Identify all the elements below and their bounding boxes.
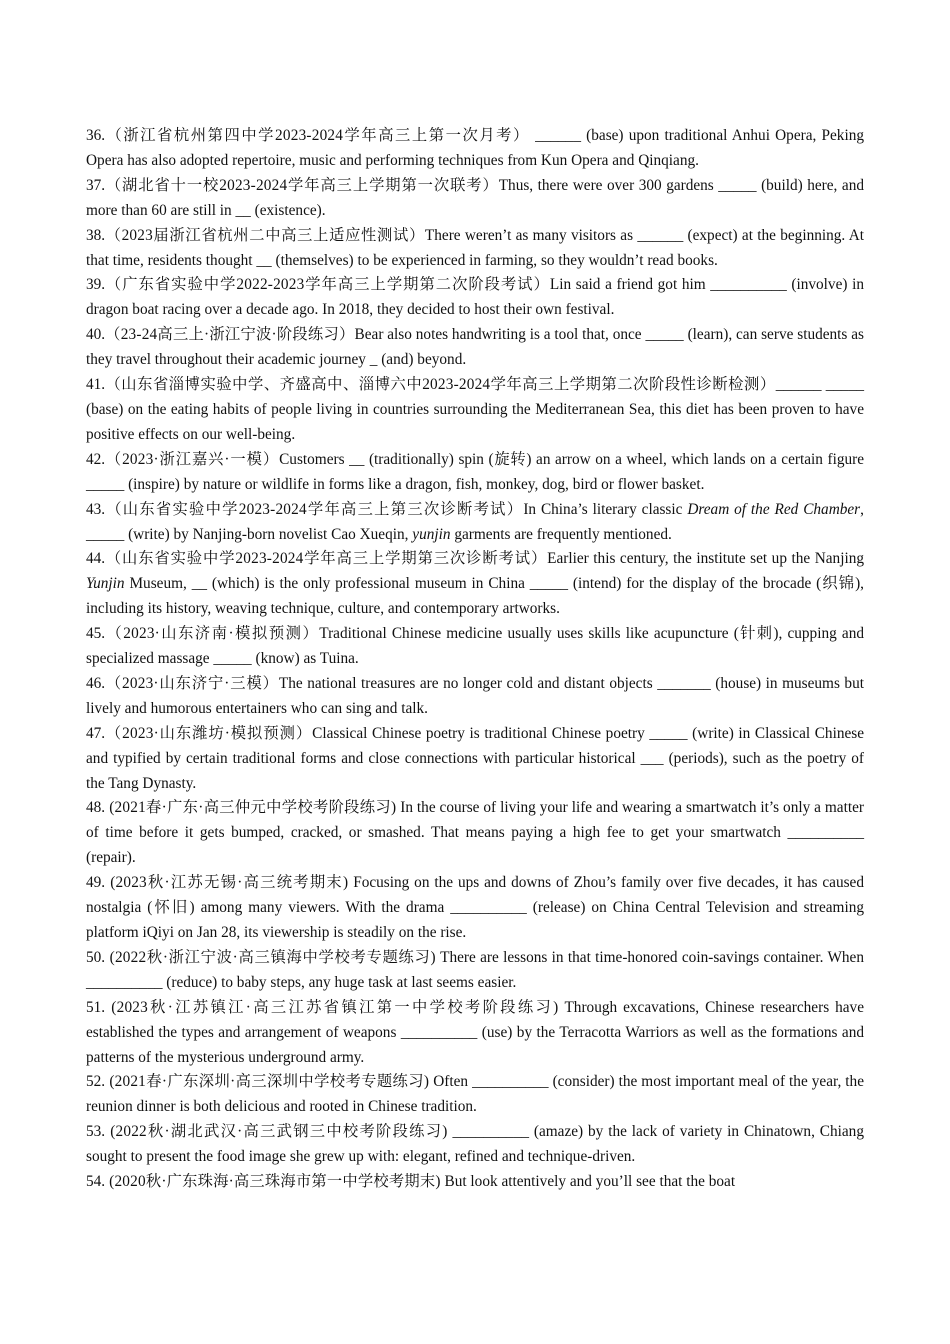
question-text: Customers __ (traditionally) spin (旋转) an arrow on a wheel, which lands on a certain figure _____ (inspire) by nature or wildlife in forms like a dragon, fish, monkey, dog, bird or flower basket. [86, 450, 864, 493]
question-source: （2023·山东潍坊·模拟预测） [105, 724, 313, 742]
question-number: 50. [86, 948, 106, 966]
question-item [86, 871, 864, 946]
question-text: ______ _____ (base) on the eating habits of people living in countries surrounding the Mediterranean Sea, this diet has been proven to have positive effects on our well-being. [86, 376, 864, 443]
question-text-italic: yunjin [412, 525, 451, 543]
question-number: 52. [86, 1073, 106, 1091]
question-text: In China’s literary classic [523, 500, 688, 518]
question-item [86, 273, 864, 323]
question-item [86, 796, 864, 871]
question-number: 41. [86, 376, 106, 394]
question-text: But look attentively and you’ll see that the boat [440, 1173, 736, 1191]
question-item [86, 547, 864, 622]
question-text: Thus, there were over 300 gardens _____ (build) here, and more than 60 are still in __ (existence). [86, 176, 864, 219]
question-text: __________ (amaze) by the lack of variety in Chinatown, Chiang sought to present the food image she grew up with: elegant, refined and technique-driven. [86, 1123, 864, 1166]
question-number: 37. [86, 176, 106, 194]
question-list [86, 124, 864, 1195]
question-item [86, 622, 864, 672]
question-number: 46. [86, 674, 106, 692]
question-number: 45. [86, 625, 106, 643]
question-text: There weren’t as many visitors as ______ (expect) at the beginning. At that time, residents thought __ (themselves) to be experienced in farming, so they wouldn’t read books. [86, 226, 864, 269]
question-text: Classical Chinese poetry is traditional Chinese poetry _____ (write) in Classical Chinese and typified by certain traditional forms and close connections with particular historical ___ (periods), such as the poetry of the Tang Dynasty. [86, 724, 865, 792]
question-text: Bear also notes handwriting is a tool that, once _____ (learn), can serve students as they travel throughout their academic journey _ (and) beyond. [86, 326, 864, 369]
question-number: 43. [86, 500, 106, 518]
question-number: 51. [86, 998, 106, 1016]
question-source: (2020秋·广东珠海·高三珠海市第一中学校考期末) [105, 1173, 441, 1191]
question-text-italic: Dream of the Red Chamber [687, 500, 861, 518]
question-item [86, 323, 864, 373]
question-number: 48. [86, 799, 106, 817]
question-item [86, 996, 864, 1071]
question-source: (2021春·广东深圳·高三深圳中学校考专题练习) [105, 1073, 430, 1091]
question-item [86, 722, 864, 797]
question-source: （2023·浙江嘉兴·一模） [105, 450, 280, 468]
question-source: （2023·山东济南·模拟预测） [105, 625, 320, 643]
question-text: Often __________ (consider) the most important meal of the year, the reunion dinner is both delicious and rooted in Chinese tradition. [86, 1073, 864, 1116]
question-source: （山东省实验中学2023-2024学年高三上学期第三次诊断考试） [105, 550, 548, 568]
question-item [86, 1120, 864, 1170]
question-text: There are lessons in that time-honored coin-savings container. When __________ (reduce) to baby steps, any huge task at last seems easier. [86, 948, 865, 991]
question-number: 54. [86, 1173, 106, 1191]
question-text: Museum, __ (which) is the only professional museum in China _____ (intend) for the display of the brocade (织锦), including its history, weaving technique, culture, and contemporary artworks. [86, 575, 864, 618]
question-source: （23-24高三上·浙江宁波·阶段练习） [105, 326, 355, 344]
question-item [86, 124, 864, 174]
question-text: Focusing on the ups and downs of Zhou’s family over five decades, it has caused nostalgia (怀旧) among many viewers. With the drama __________ (release) on China Central Television and streaming platform iQiyi on Jan 28, its viewership is steadily on the rise. [86, 874, 864, 941]
question-number: 39. [86, 276, 106, 294]
question-source: （2023·山东济宁·三模） [105, 674, 279, 692]
question-number: 40. [86, 326, 106, 344]
question-text: garments are frequently mentioned. [450, 525, 672, 543]
question-item [86, 174, 864, 224]
question-source: （山东省实验中学2023-2024学年高三上第三次诊断考试） [105, 500, 524, 518]
question-source: (2021春·广东·高三仲元中学校考阶段练习) [105, 799, 397, 817]
question-source: （湖北省十一校2023-2024学年高三上学期第一次联考） [105, 176, 499, 194]
question-source: （广东省实验中学2022-2023学年高三上学期第二次阶段考试） [105, 276, 550, 294]
question-source: (2023秋·江苏镇江·高三江苏省镇江第一中学校考阶段练习) [105, 998, 559, 1016]
question-source: (2022秋·浙江宁波·高三镇海中学校考专题练习) [105, 948, 436, 966]
question-text: In the course of living your life and wearing a smartwatch it’s only a matter of time before it gets bumped, cracked, or smashed. That means paying a high fee to get your smartwatch __________ (repair). [86, 799, 864, 867]
question-number: 49. [86, 874, 106, 892]
question-text: The national treasures are no longer cold and distant objects _______ (house) in museums but lively and humorous entertainers who can sing and talk. [86, 674, 864, 717]
question-number: 38. [86, 226, 106, 244]
question-source: (2023秋·江苏无锡·高三统考期末) [105, 874, 349, 892]
question-text: ______ (base) upon traditional Anhui Opera, Peking Opera has also adopted repertoire, music and performing techniques from Kun Opera and Qinqiang. [86, 127, 864, 169]
question-text: Traditional Chinese medicine usually uses skills like acupuncture (针刺), cupping and specialized massage _____ (know) as Tuina. [86, 625, 864, 668]
question-source: （浙江省杭州第四中学2023-2024学年高三上第一次月考） [105, 127, 530, 144]
question-text-italic: Yunjin [86, 575, 125, 593]
question-item [86, 448, 864, 498]
question-number: 53. [86, 1123, 106, 1141]
question-source: （2023届浙江省杭州二中高三上适应性测试） [105, 226, 425, 244]
question-item [86, 1170, 864, 1195]
question-item [86, 224, 864, 274]
question-text: , _____ (write) by Nanjing-born novelist Cao Xueqin, [86, 500, 864, 543]
question-item [86, 498, 864, 548]
question-item [86, 946, 864, 996]
question-item [86, 672, 864, 722]
question-item [86, 373, 864, 448]
question-number: 36. [86, 127, 106, 144]
question-number: 42. [86, 450, 106, 468]
question-text: Lin said a friend got him __________ (involve) in dragon boat racing over a decade ago. In 2018, they decided to host their own festival. [86, 276, 864, 319]
question-number: 47. [86, 724, 106, 742]
question-item [86, 1070, 864, 1120]
question-number: 44. [86, 550, 106, 568]
question-text: Earlier this century, the institute set up the Nanjing [547, 550, 864, 568]
question-source: （山东省淄博实验中学、齐盛高中、淄博六中2023-2024学年高三上学期第二次阶段性诊断检测） [105, 376, 776, 394]
question-source: (2022秋·湖北武汉·高三武钢三中校考阶段练习) [105, 1123, 448, 1141]
question-text: Through excavations, Chinese researchers have established the types and arrangement of weapons __________ (use) by the Terracotta Warriors as well as the formations and patterns of the mysterious underground army. [86, 998, 864, 1066]
